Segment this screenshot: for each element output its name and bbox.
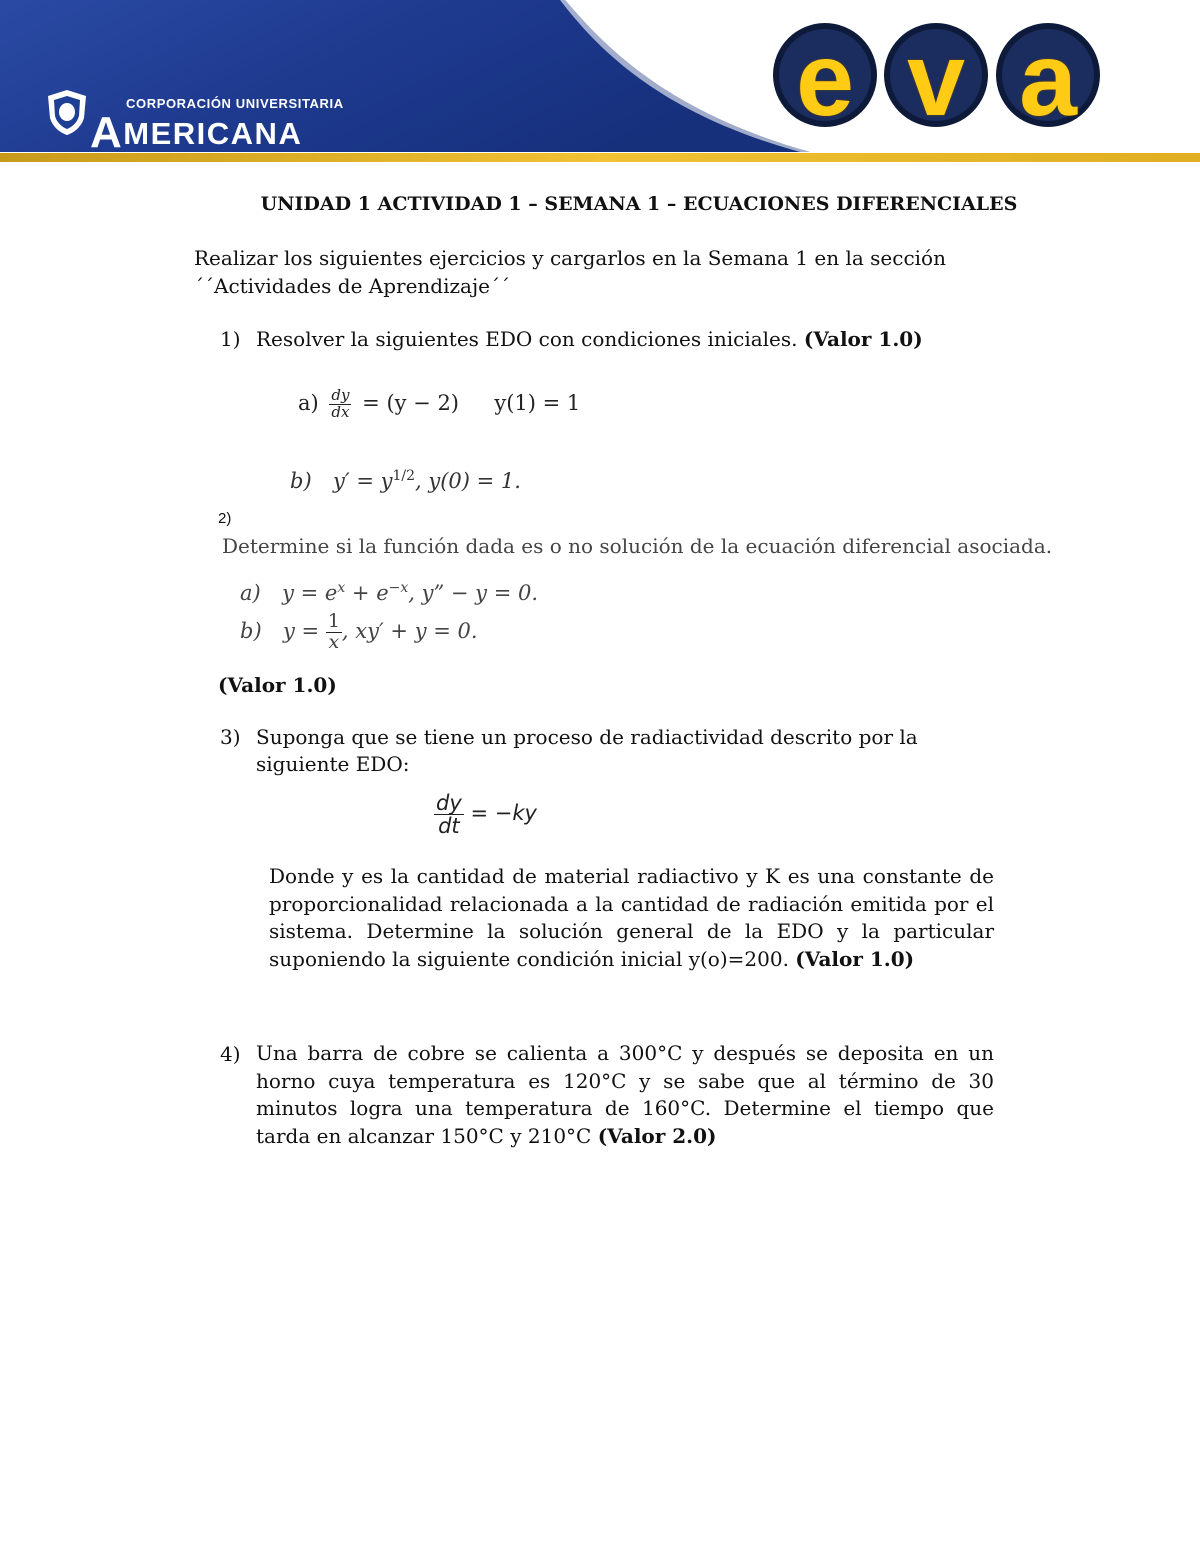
q1-a-fraction <box>329 388 351 421</box>
q1-a-numerator: dy <box>331 386 350 404</box>
q3-line-1: Suponga que se tiene un proceso de radiactividad descrito por la <box>256 725 918 749</box>
shield-logo-icon <box>46 88 88 136</box>
q1-b-exponent: 1/2 <box>392 468 415 484</box>
q1-text <box>256 325 923 353</box>
logo-initial: A <box>90 108 124 157</box>
q3-number: 3) <box>220 725 241 749</box>
q1-a-rest: = (y − 2) <box>362 390 459 415</box>
eva-letter-e: e <box>796 22 854 138</box>
q1-b-expr: y′ = y <box>333 469 393 493</box>
q2-b-fraction <box>326 612 342 653</box>
q1-statement: Resolver la siguientes EDO con condiciones iniciales. <box>256 327 804 351</box>
q4-number: 4) <box>220 1042 241 1066</box>
q3-numerator: dy <box>436 791 462 815</box>
q2-equation-b <box>240 612 478 653</box>
q3-denominator: dt <box>438 814 460 839</box>
q2-b-rest: , xy′ + y = 0. <box>341 618 478 643</box>
intro-line-2: ´´Actividades de Aprendizaje´´ <box>194 274 510 298</box>
q2-statement: Determine si la función dada es o no solución de la ecuación diferencial asociada. <box>222 534 1053 558</box>
q1-b-condition: , y(0) = 1. <box>415 469 521 493</box>
q3-paragraph-text: Donde y es la cantidad de material radiactivo y K es una constante de proporcionalidad relacionada a la cantidad de radiación emitida por el sistema. Determine la solución general de la EDO y la particular suponiendo la siguiente condición inicial y(o)=200. <box>269 864 994 971</box>
q2-a-mid: + e <box>345 581 389 605</box>
logo-subtitle: CORPORACIÓN UNIVERSITARIA <box>126 96 344 111</box>
q2-a-label: a) <box>240 581 261 605</box>
q1-b-label: b) <box>290 469 312 493</box>
q1-number: 1) <box>220 327 241 351</box>
q2-a-expr: y = e <box>282 581 338 605</box>
q4-paragraph-text: Una barra de cobre se calienta a 300°C y después se deposita en un horno cuya temperatura es 120°C y se sabe que al término de 30 minutos logra una temperatura de 160°C. Determine el tiempo que tarda en alcanzar 150°C y 210°C <box>256 1041 994 1148</box>
q1-a-denominator: dx <box>331 402 350 421</box>
q4-paragraph <box>256 1040 994 1150</box>
q1-a-condition: y(1) = 1 <box>494 390 581 415</box>
logo-rest: MERICANA <box>123 116 303 151</box>
q3-paragraph <box>269 863 994 973</box>
q3-fraction <box>434 792 464 837</box>
q3-value: (Valor 1.0) <box>795 946 915 971</box>
logo-title <box>90 108 302 158</box>
q2-a-exp2: −x <box>388 580 409 596</box>
q2-equation-a <box>240 580 538 605</box>
eva-letter-v: v <box>907 22 965 138</box>
q2-b-numerator: 1 <box>327 610 340 632</box>
q4-value: (Valor 2.0) <box>597 1123 717 1148</box>
q2-value: (Valor 1.0) <box>218 673 337 697</box>
header-banner <box>0 0 1200 165</box>
q2-b-label: b) <box>240 618 262 643</box>
eva-letter-a: a <box>1019 22 1077 138</box>
q2-number: 2) <box>218 510 232 527</box>
q3-eq-rest: = −ky <box>470 801 537 826</box>
q3-equation <box>434 792 537 837</box>
q2-b-lhs: y = <box>283 618 326 643</box>
q2-a-rest: , y” − y = 0. <box>408 581 539 605</box>
q2-b-denominator: x <box>328 630 340 653</box>
document-title: UNIDAD 1 ACTIVIDAD 1 – SEMANA 1 – ECUACIONES DIFERENCIALES <box>260 193 1018 215</box>
q1-value: (Valor 1.0) <box>803 327 923 351</box>
q3-line-2: siguiente EDO: <box>256 752 410 776</box>
q1-a-label: a) <box>298 390 319 415</box>
intro-line-1: Realizar los siguientes ejercicios y cargarlos en la Semana 1 en la sección <box>194 246 946 270</box>
q2-a-exp1: x <box>337 580 346 596</box>
q1-equation-a <box>298 388 580 421</box>
q1-equation-b <box>290 468 521 493</box>
